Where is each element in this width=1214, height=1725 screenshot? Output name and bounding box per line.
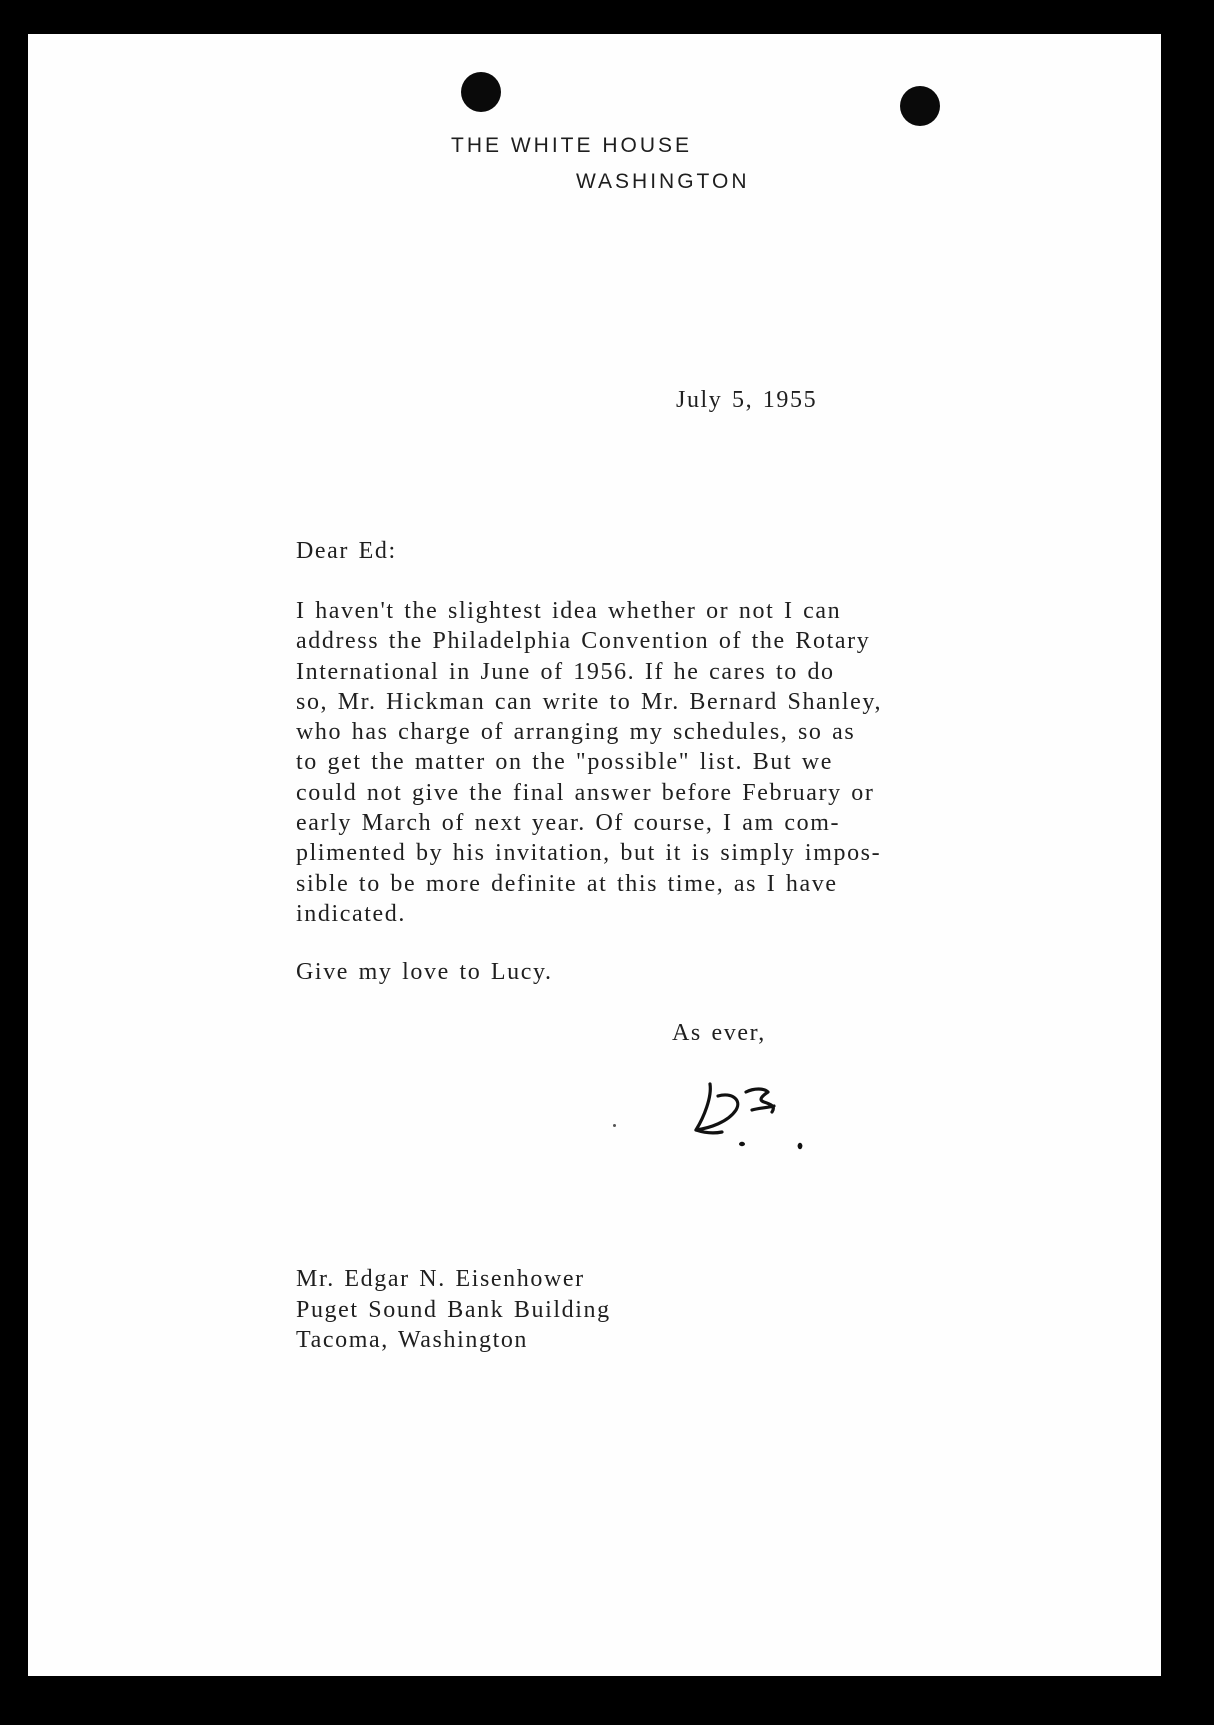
body-line: sible to be more definite at this time, as I have bbox=[296, 870, 838, 897]
recipient-name: Mr. Edgar N. Eisenhower bbox=[296, 1266, 585, 1292]
body-line: who has charge of arranging my schedules, so as bbox=[296, 719, 856, 746]
letter-page bbox=[28, 34, 1161, 1676]
recipient-address bbox=[296, 1264, 611, 1356]
body-line: indicated. bbox=[296, 900, 406, 927]
complimentary-close: As ever, bbox=[672, 1020, 766, 1046]
recipient-address-line2: Tacoma, Washington bbox=[296, 1327, 529, 1353]
letterhead-city: WASHINGTON bbox=[576, 170, 750, 193]
body-line: so, Mr. Hickman can write to Mr. Bernard Shanley, bbox=[296, 688, 883, 715]
body-line: early March of next year. Of course, I am com- bbox=[296, 810, 841, 837]
closing-line: Give my love to Lucy. bbox=[296, 959, 553, 985]
recipient-address-line1: Puget Sound Bank Building bbox=[296, 1296, 611, 1323]
body-line: International in June of 1956. If he cares to do bbox=[296, 658, 835, 685]
body-line: could not give the final answer before February or bbox=[296, 779, 875, 806]
punch-hole-left bbox=[461, 72, 501, 112]
salutation: Dear Ed: bbox=[296, 538, 397, 564]
body-line: I haven't the slightest idea whether or not I can bbox=[296, 598, 842, 624]
handwritten-signature bbox=[688, 1062, 838, 1152]
letterhead-title: THE WHITE HOUSE bbox=[451, 134, 693, 157]
body-line: to get the matter on the "possible" list. But we bbox=[296, 749, 833, 776]
body-line: plimented by his invitation, but it is simply impos- bbox=[296, 840, 882, 867]
punch-hole-right bbox=[900, 86, 940, 126]
letter-date: July 5, 1955 bbox=[676, 387, 818, 413]
paper-speck bbox=[613, 1124, 616, 1127]
body-line: address the Philadelphia Convention of the Rotary bbox=[296, 628, 871, 655]
letter-body bbox=[296, 596, 1036, 929]
